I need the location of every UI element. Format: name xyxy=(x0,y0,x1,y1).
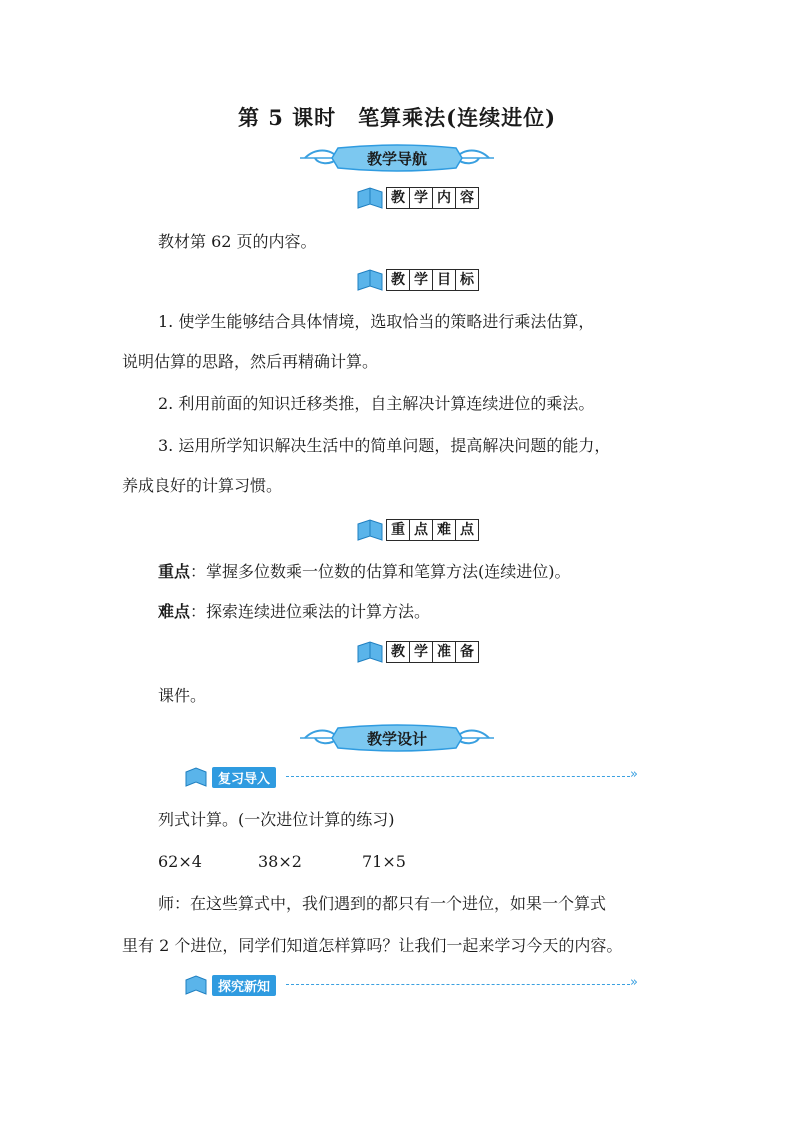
banner-nav-label: 教学导航 xyxy=(366,150,427,168)
banner-teaching-nav xyxy=(0,140,794,176)
review-instruction: 列式计算。(一次进位计算的练习) xyxy=(158,810,395,829)
tag-char: 学 xyxy=(410,270,433,290)
tag-char: 学 xyxy=(410,188,433,208)
section-explore-new xyxy=(184,974,654,996)
prep-text: 课件。 xyxy=(158,686,207,705)
goal-2-line1: 2. 利用前面的知识迁移类推，自主解决计算连续进位的乘法。 xyxy=(158,394,595,413)
tag-char: 标 xyxy=(456,270,478,290)
banner-design-label: 教学设计 xyxy=(366,730,427,748)
key-text: ：掌握多位数乘一位数的估算和笔算方法(连续进位)。 xyxy=(190,562,571,581)
teacher-line-2: 里有 2 个进位，同学们知道怎样算吗？让我们一起来学习今天的内容。 xyxy=(122,936,623,955)
lesson-title: 第 5 课时 笔算乘法(连续进位) xyxy=(237,105,557,130)
tag-char: 内 xyxy=(433,188,456,208)
difficulty-line xyxy=(158,602,430,622)
tag-char: 教 xyxy=(387,270,410,290)
book-icon xyxy=(356,518,384,542)
tag-char: 学 xyxy=(410,642,433,662)
goal-1-line2: 说明估算的思路，然后再精确计算。 xyxy=(122,352,379,371)
section-review-label: 复习导入 xyxy=(212,767,276,788)
tag-char: 教 xyxy=(387,642,410,662)
book-icon xyxy=(356,268,384,292)
book-icon xyxy=(356,640,384,664)
book-icon xyxy=(184,974,210,996)
book-icon xyxy=(356,186,384,210)
teacher-line-1: 师：在这些算式中，我们遇到的都只有一个进位，如果一个算式 xyxy=(158,894,607,913)
tag-char: 教 xyxy=(387,188,410,208)
book-icon xyxy=(184,766,210,788)
tag-char: 目 xyxy=(433,270,456,290)
goal-3-line1: 3. 运用所学知识解决生活中的简单问题，提高解决问题的能力， xyxy=(158,436,611,455)
difficulty-text: ：探索连续进位乘法的计算方法。 xyxy=(190,602,431,621)
tag-char: 点 xyxy=(410,520,433,540)
tag-char: 难 xyxy=(433,520,456,540)
tag-char: 容 xyxy=(456,188,478,208)
banner-teaching-design xyxy=(0,720,794,756)
exercise-3: 71×5 xyxy=(362,852,406,871)
double-chevron-right-icon: » xyxy=(630,767,638,782)
difficulty-label: 难点 xyxy=(158,602,191,621)
goal-1-line1: 1. 使学生能够结合具体情境，选取恰当的策略进行乘法估算， xyxy=(158,312,595,331)
section-explore-label: 探究新知 xyxy=(212,975,276,996)
content-text: 教材第 62 页的内容。 xyxy=(158,232,317,251)
tag-char: 重 xyxy=(387,520,410,540)
key-label: 重点 xyxy=(158,562,191,581)
tag-char: 点 xyxy=(456,520,478,540)
tag-char: 准 xyxy=(433,642,456,662)
goal-3-line2: 养成良好的计算习惯。 xyxy=(122,476,283,495)
exercise-1: 62×4 xyxy=(158,852,202,871)
double-chevron-right-icon: » xyxy=(630,975,638,990)
key-point-line xyxy=(158,562,571,582)
exercise-2: 38×2 xyxy=(258,852,302,871)
section-review-intro xyxy=(184,766,654,788)
tag-char: 备 xyxy=(456,642,478,662)
